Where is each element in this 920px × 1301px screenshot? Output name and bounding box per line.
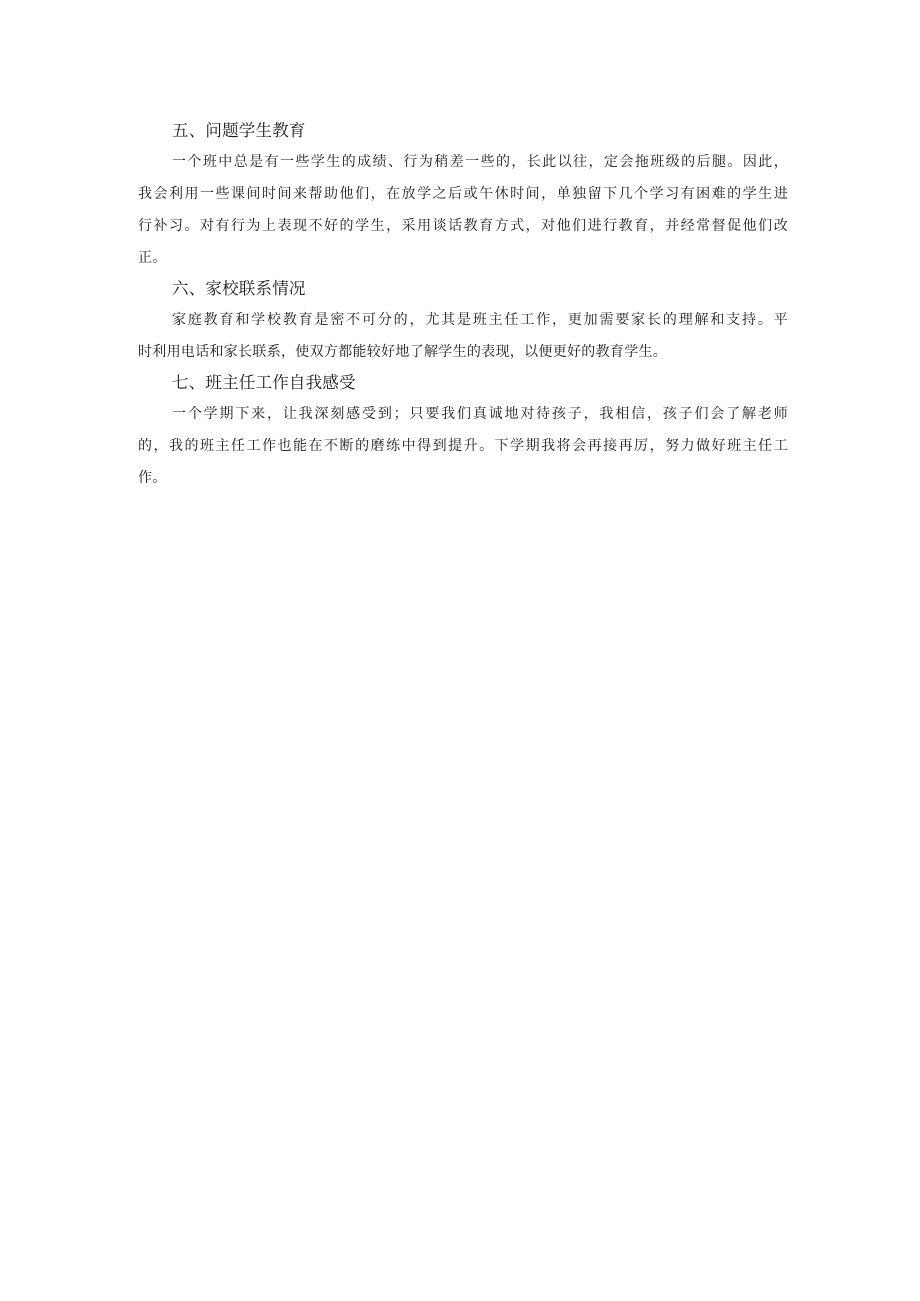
paragraph-line: 我会利用一些课间时间来帮助他们，在放学之后或午休时间，单独留下几个学习有困难的学生进 [138, 186, 788, 202]
document-page [138, 116, 788, 494]
paragraph-line: 正。 [138, 250, 167, 266]
paragraph-line: 作。 [138, 470, 167, 486]
section-paragraph [138, 398, 788, 494]
paragraph-line: 一个班中总是有一些学生的成绩、行为稍差一些的，长此以往，定会拖班级的后腿。因此， [172, 154, 788, 170]
section-paragraph [138, 146, 788, 274]
section-problem-students [138, 116, 788, 274]
paragraph-line: 时利用电话和家长联系，使双方都能较好地了解学生的表现，以便更好的教育学生。 [138, 344, 668, 360]
section-self-reflection [138, 368, 788, 494]
paragraph-line: 一个学期下来，让我深刻感受到；只要我们真诚地对待孩子，我相信，孩子们会了解老师 [172, 406, 788, 422]
section-heading: 五、问题学生教育 [172, 121, 306, 140]
paragraph-line: 行补习。对有行为上表现不好的学生，采用谈话教育方式，对他们进行教育，并经常督促他们改 [138, 218, 788, 234]
section-heading: 六、家校联系情况 [172, 279, 306, 298]
paragraph-line: 家庭教育和学校教育是密不可分的，尤其是班主任工作，更加需要家长的理解和支持。平 [172, 312, 788, 328]
section-home-school-contact [138, 274, 788, 368]
paragraph-line: 的，我的班主任工作也能在不断的磨练中得到提升。下学期我将会再接再厉，努力做好班主任工 [138, 438, 788, 454]
section-paragraph [138, 304, 788, 368]
section-heading: 七、班主任工作自我感受 [172, 373, 356, 392]
